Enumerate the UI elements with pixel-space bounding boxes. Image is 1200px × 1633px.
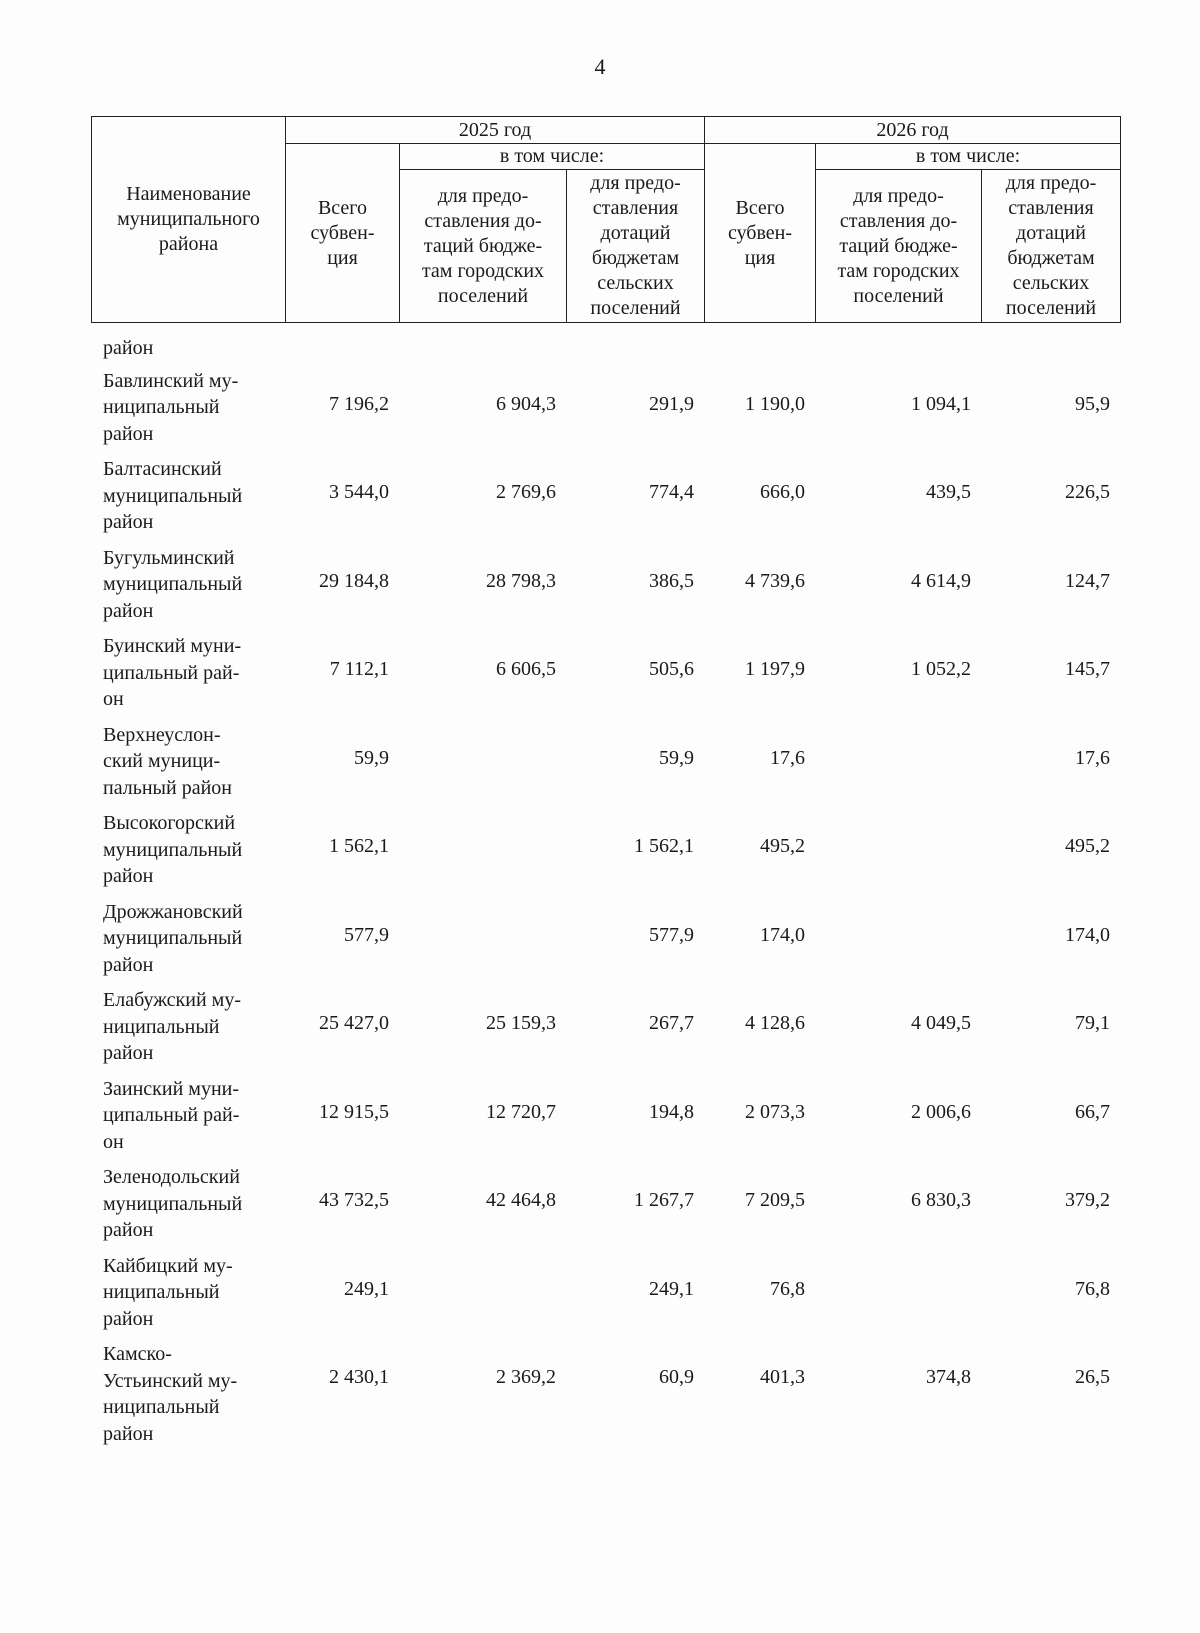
page-number: 4 [594,54,606,79]
value-urban-2025: 6 904,3 [496,392,556,415]
value-urban-2026: 1 052,2 [911,658,971,680]
value-urban-2025 [399,722,566,811]
value-urban-2026: 4 049,5 [911,1012,971,1034]
value-total-2025: 7 112,1 [329,658,389,680]
value-urban-2025: 6 606,5 [496,658,556,680]
value-total-2025: 7 196,2 [329,392,389,415]
district-name: Дрожжановский муниципальный район [103,900,243,976]
value-total-2026: 1 197,9 [745,658,805,680]
value-urban-2026 [815,1253,981,1342]
value-urban-2025: 12 720,7 [486,1100,556,1123]
value-rural-2026: 26,5 [1075,1366,1110,1388]
value-total-2025: 25 427,0 [319,1012,389,1034]
table-row [91,899,1120,988]
value-rural-2025: 59,9 [659,746,694,769]
value-rural-2026: 226,5 [1065,481,1110,503]
district-name: Буинский муни- ципальный рай- он [103,635,242,710]
value-total-2026: 666,0 [760,481,805,503]
value-total-2026: 4 739,6 [745,569,805,592]
district-name: Зеленодольский муниципальный район [103,1166,243,1241]
value-rural-2025: 774,4 [649,481,694,503]
value-rural-2026: 17,6 [1075,746,1110,769]
header-total-2025: Всего субвен- ция [286,144,400,323]
table-row [91,1076,1120,1165]
value-rural-2025: 1 562,1 [634,835,694,857]
district-name: Балтасинский муниципальный район [103,458,243,533]
value-urban-2026 [815,899,981,988]
district-name: Высокогорский муниципальный район [103,812,243,887]
value-total-2025: 3 544,0 [329,481,389,503]
value-urban-2026 [815,810,981,899]
header-year-2026: 2026 год [705,117,1121,144]
header-total-2026: Всего субвен- ция [705,144,816,323]
district-name: Заинский муни- ципальный рай- он [103,1077,240,1153]
district-name: Кайбицкий му- ниципальный район [103,1254,233,1330]
value-total-2026: 17,6 [770,746,805,769]
value-rural-2025: 386,5 [649,569,694,592]
header-rural-2026: для предо- ставления дотаций бюджетам сельских поселений [982,170,1121,323]
value-total-2025: 2 430,1 [329,1366,389,1388]
district-name: Бугульминский муниципальный район [103,546,243,622]
table-body [91,335,1120,1456]
value-rural-2026: 379,2 [1065,1189,1110,1211]
value-rural-2025: 1 267,7 [634,1189,694,1211]
value-total-2026: 495,2 [760,835,805,857]
value-urban-2026 [815,722,981,811]
value-urban-2026: 374,8 [926,1366,971,1388]
value-rural-2025: 505,6 [649,658,694,680]
value-total-2025: 12 915,5 [319,1100,389,1123]
value-total-2025: 249,1 [344,1277,389,1300]
value-total-2026: 401,3 [760,1366,805,1388]
value-total-2025: 577,9 [344,923,389,946]
value-rural-2025: 194,8 [649,1100,694,1123]
district-name: Елабужский му- ниципальный район [103,989,241,1064]
value-urban-2026: 2 006,6 [911,1100,971,1123]
value-urban-2025: 2 769,6 [496,481,556,503]
table-row [91,722,1120,811]
value-rural-2025: 291,9 [649,392,694,415]
table-row [91,368,1120,457]
value-urban-2026: 439,5 [926,481,971,503]
value-total-2026: 7 209,5 [745,1189,805,1211]
value-rural-2026: 79,1 [1075,1012,1110,1034]
header-urban-2026: для предо- ставления до- таций бюдже- там городских поселений [816,170,982,323]
table-row [91,545,1120,634]
value-total-2026: 1 190,0 [745,392,805,415]
value-rural-2026: 174,0 [1065,923,1110,946]
table-row [91,1341,1120,1456]
value-total-2026: 76,8 [770,1277,805,1300]
value-total-2025: 43 732,5 [319,1189,389,1211]
value-total-2025: 59,9 [354,746,389,769]
table-row [91,456,1120,545]
value-rural-2026: 124,7 [1065,569,1110,592]
value-rural-2025: 249,1 [649,1277,694,1300]
value-urban-2025: 42 464,8 [486,1189,556,1211]
table-header [91,116,1121,323]
table-row [91,633,1120,722]
value-rural-2026: 495,2 [1065,835,1110,857]
continuation-text: район [103,337,154,359]
value-urban-2025 [399,1253,566,1342]
header-including-2026: в том числе: [816,144,1121,170]
district-name: Бавлинский му- ниципальный район [103,369,239,445]
header-year-2025: 2025 год [286,117,705,144]
header-rural-2025: для предо- ставления дотаций бюджетам сельских поселений [567,170,705,323]
value-urban-2025 [399,810,566,899]
table-row [91,1253,1120,1342]
value-rural-2025: 267,7 [649,1012,694,1034]
district-name: Камско- Устьинский му- ниципальный район [103,1343,238,1445]
value-urban-2025: 25 159,3 [486,1012,556,1034]
header-urban-2025: для предо- ставления до- таций бюдже- там городских поселений [400,170,567,323]
value-total-2026: 2 073,3 [745,1100,805,1123]
continuation-row [91,335,1120,368]
value-urban-2026: 6 830,3 [911,1189,971,1211]
header-including-2025: в том числе: [400,144,705,170]
header-name-column: Наименование муниципального района [92,117,286,323]
value-total-2025: 29 184,8 [319,569,389,592]
value-urban-2025: 28 798,3 [486,569,556,592]
value-rural-2025: 60,9 [659,1366,694,1388]
value-rural-2026: 145,7 [1065,658,1110,680]
value-total-2026: 174,0 [760,923,805,946]
table-row [91,810,1120,899]
value-total-2025: 1 562,1 [329,835,389,857]
table-row [91,1164,1120,1253]
value-rural-2026: 95,9 [1075,392,1110,415]
value-urban-2026: 1 094,1 [911,392,971,415]
value-rural-2026: 76,8 [1075,1277,1110,1300]
value-rural-2025: 577,9 [649,923,694,946]
value-urban-2026: 4 614,9 [911,569,971,592]
table-row [91,987,1120,1076]
district-name: Верхнеуслон- ский муници- пальный район [103,723,232,799]
value-total-2026: 4 128,6 [745,1012,805,1034]
value-urban-2025: 2 369,2 [496,1366,556,1388]
value-rural-2026: 66,7 [1075,1100,1110,1123]
value-urban-2025 [399,899,566,988]
